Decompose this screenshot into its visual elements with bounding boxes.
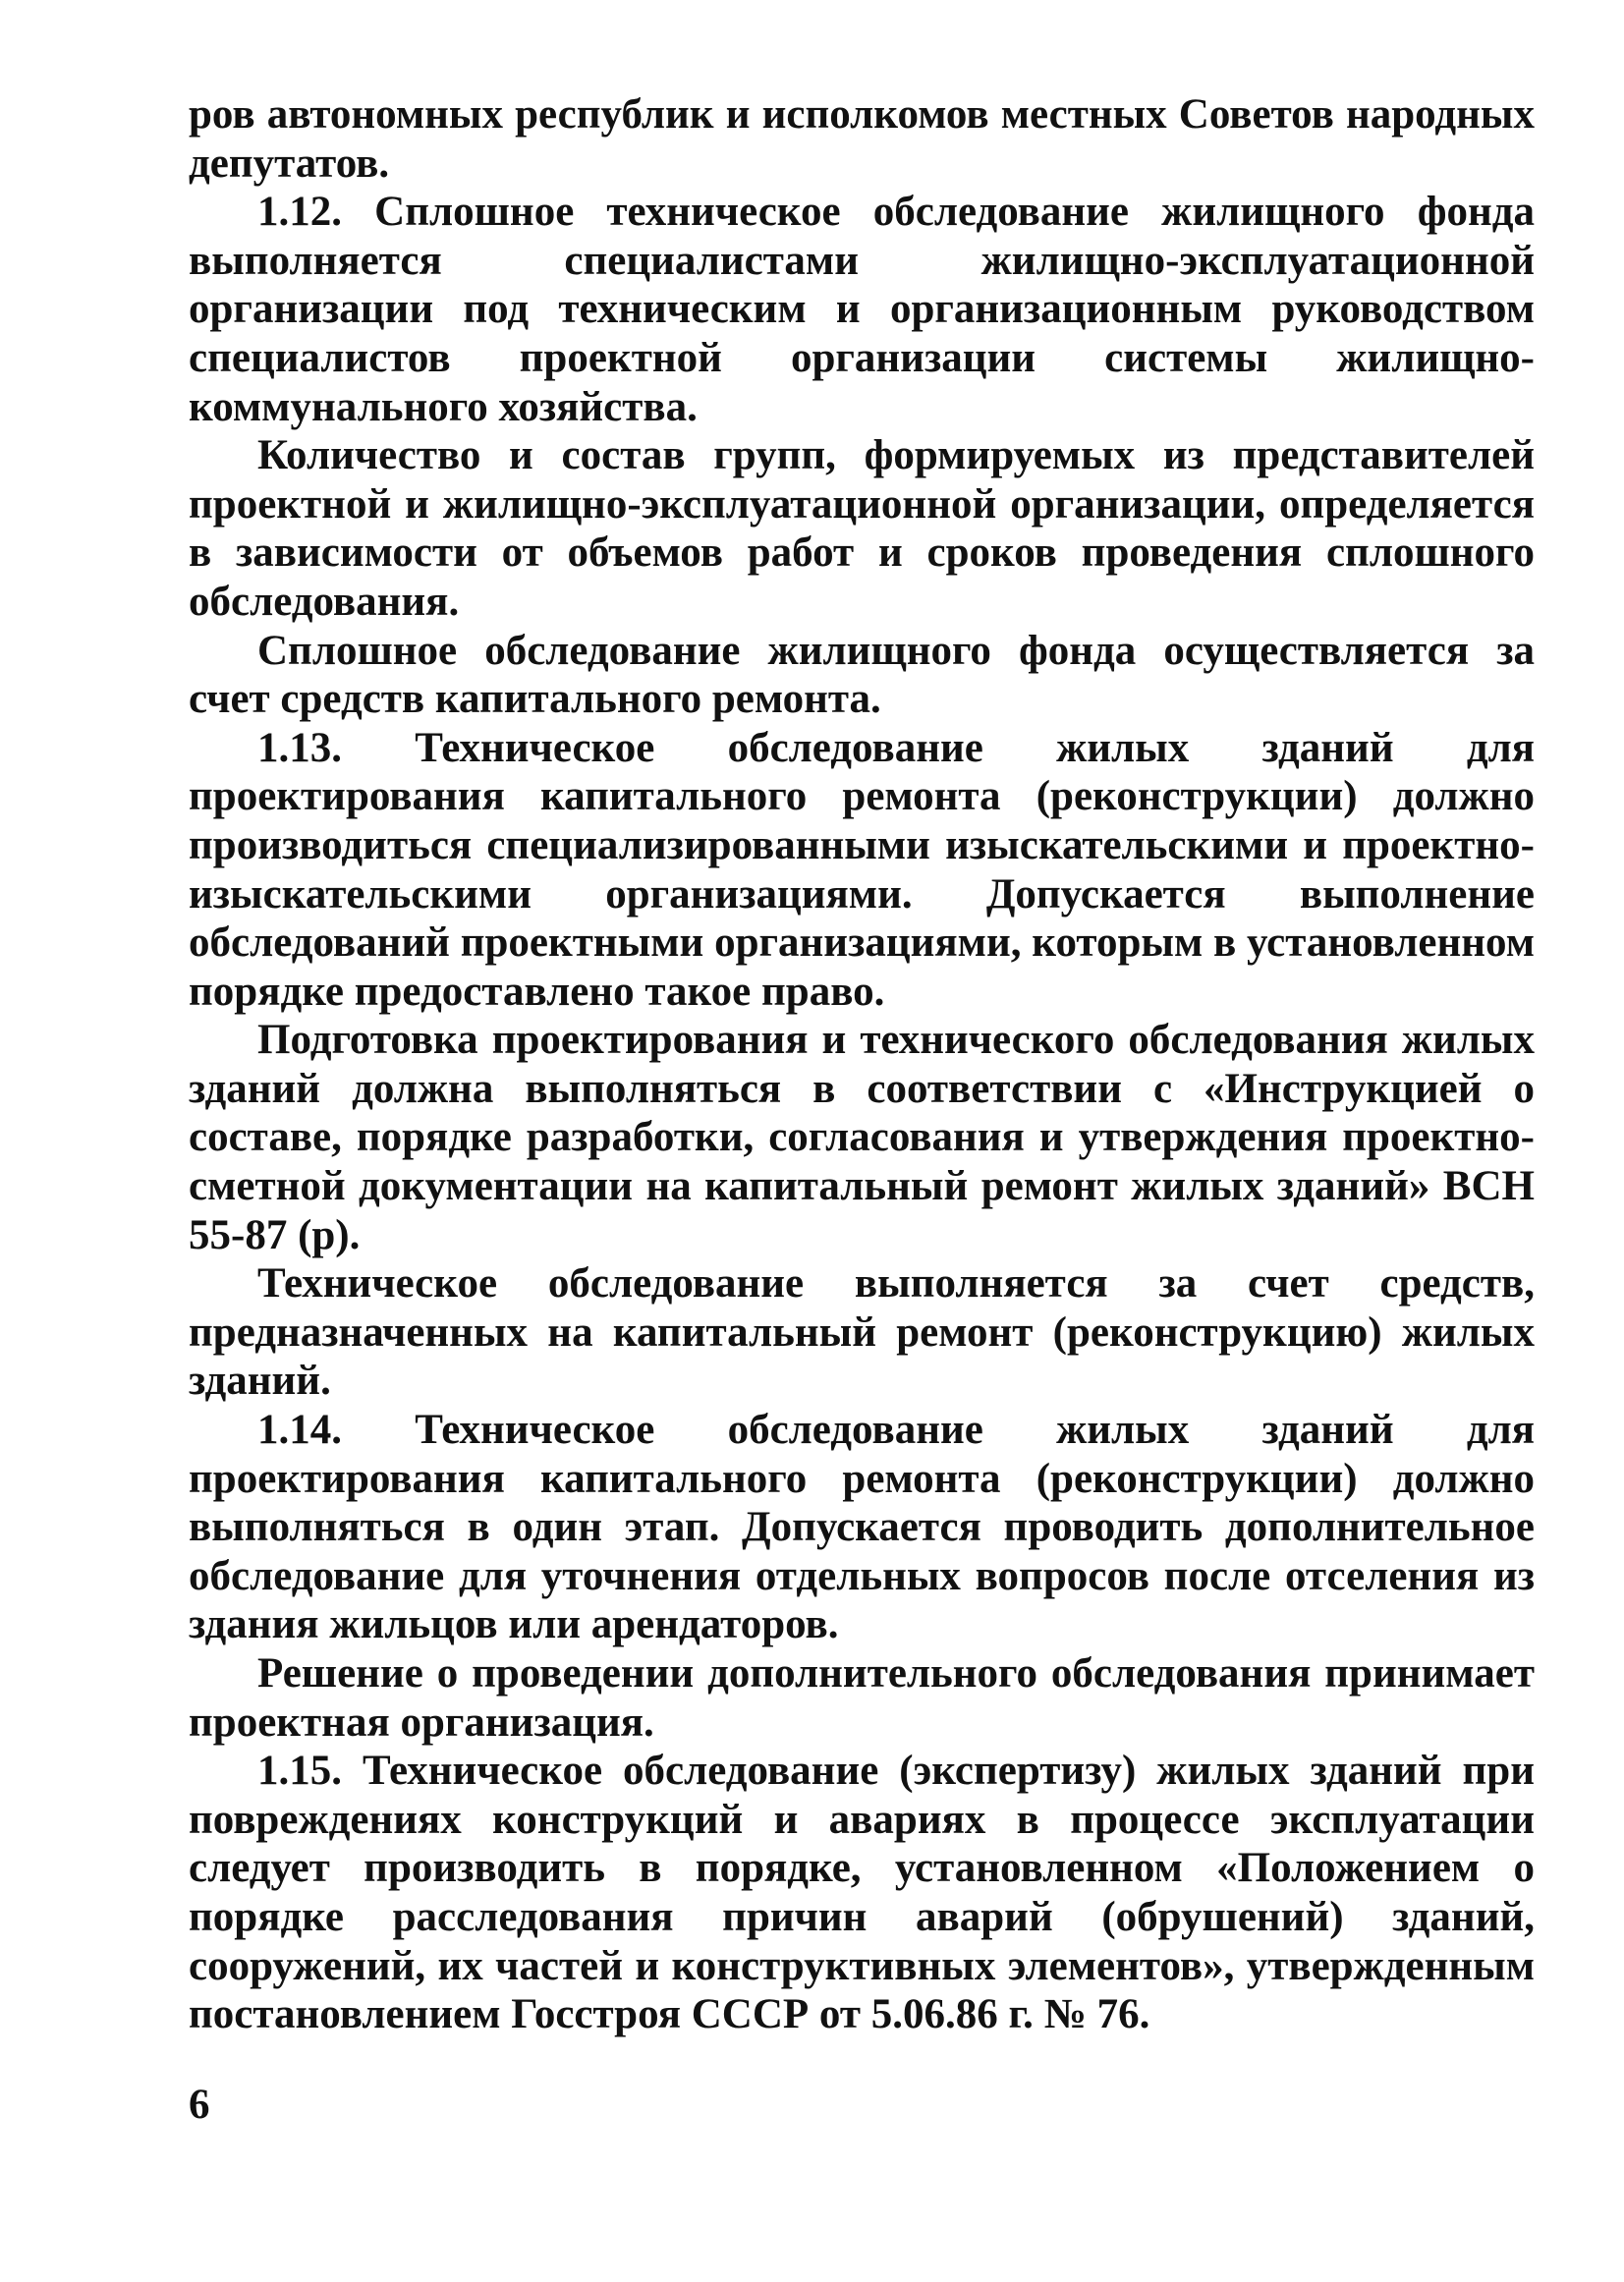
paragraph-continuation: ров автономных республик и исполкомов местных Советов народных депутатов. [189, 91, 1535, 187]
paragraph-1-14: 1.14. Техническое обследование жилых зданий для проектирования капитального ремонта (реконструкции) должно выполняться в один этап. Допускается проводить дополнительное обследование для уточнения отдельных вопросов после отселения из здания жильцов или арендаторов. [189, 1407, 1535, 1648]
paragraph-1-12: 1.12. Сплошное техническое обследование жилищного фонда выполняется специалистами жилищно-эксплуатационной организации под техническим и организационным руководством специалистов проектной организации системы жилищно-коммунального хозяйства. [189, 189, 1535, 430]
paragraph-survey-funding: Техническое обследование выполняется за счет средств, предназначенных на капитальный ремонт (реконструкцию) жилых зданий. [189, 1260, 1535, 1405]
paragraph-1-15: 1.15. Техническое обследование (экспертизу) жилых зданий при повреждениях конструкций и авариях в процессе эксплуатации следует производить в порядке, установленном «Положением о порядке расследования причин аварий (обрушений) зданий, сооружений, их частей и конструктивных элементов», утвержденным постановлением Госстроя СССР от 5.06.86 г. № 76. [189, 1748, 1535, 2038]
paragraph-funding: Сплошное обследование жилищного фонда осуществляется за счет средств капитального ремонта. [189, 627, 1535, 723]
body-text [189, 90, 1535, 2039]
paragraph-groups: Количество и состав групп, формируемых из представителей проектной и жилищно-эксплуатационной организации, определяется в зависимости от объемов работ и сроков проведения сплошного обследования. [189, 432, 1535, 625]
paragraph-preparation: Подготовка проектирования и технического обследования жилых зданий должна выполняться в соответствии с «Инструкцией о составе, порядке разработки, согласования и утверждения проектно-сметной документации на капитальный ремонт жилых зданий» ВСН 55-87 (р). [189, 1017, 1535, 1258]
paragraph-decision: Решение о проведении дополнительного обследования принимает проектная организация. [189, 1650, 1535, 1746]
page-number: 6 [189, 2082, 210, 2128]
paragraph-1-13: 1.13. Техническое обследование жилых зданий для проектирования капитального ремонта (реконструкции) должно производиться специализированными изыскательскими и проектно-изыскательскими организациями. Допускается выполнение обследований проектными организациями, которым в установленном порядке предоставлено такое право. [189, 724, 1535, 1015]
